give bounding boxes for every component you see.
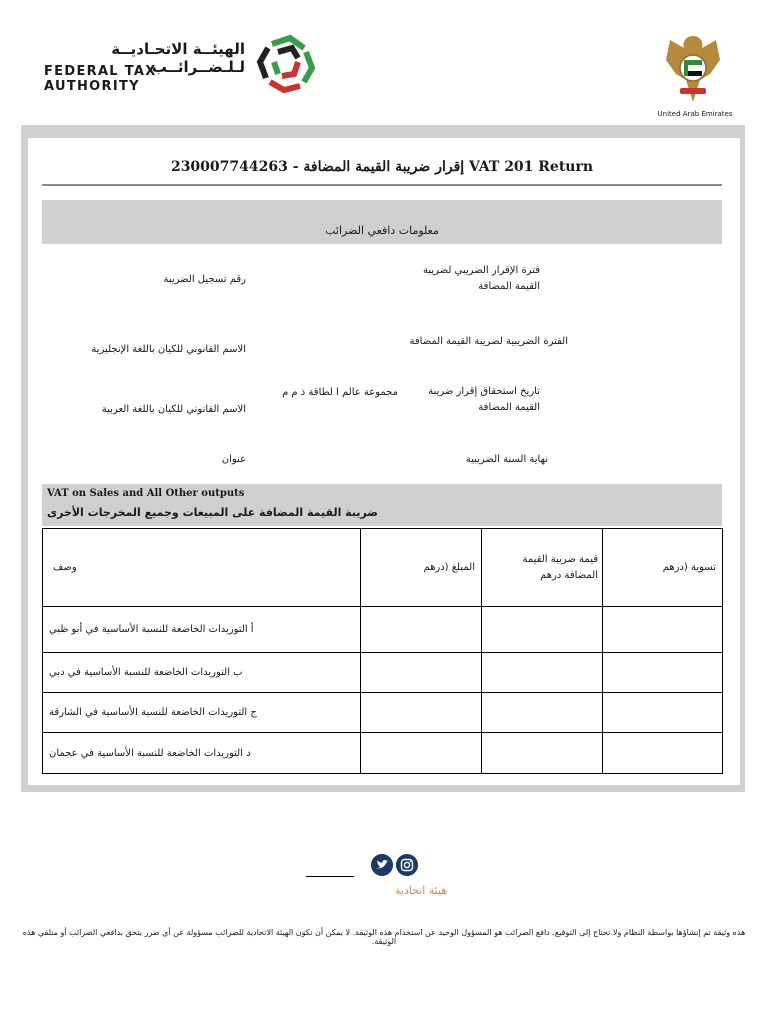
fta-arabic-name: الهيئــة الاتحـاديــة لـلـضــرائــب xyxy=(111,40,245,76)
table-header-row xyxy=(43,529,723,607)
row-desc-sharjah: ج التوريدات الخاضعة للنسبة الأساسية في الشارقة xyxy=(43,693,361,733)
taxpayer-section-bar xyxy=(42,200,722,244)
header-vat-amount: قيمة ضريبة القيمة المضافة درهم xyxy=(482,529,603,607)
amount-cell xyxy=(361,653,482,693)
due-date-label: تاريخ استحقاق إقرار ضريبة القيمة المضافة xyxy=(428,386,540,413)
adjustment-cell xyxy=(603,653,723,693)
adjustment-cell xyxy=(603,693,723,733)
footer-authority-name: هيئة اتحادية xyxy=(394,884,448,897)
fta-english-name: FEDERAL TAX AUTHORITY xyxy=(44,64,157,94)
signature-line xyxy=(306,876,354,877)
instagram-icon[interactable] xyxy=(396,854,418,876)
uae-caption: United Arab Emirates xyxy=(657,110,733,118)
taxpayer-section-title: معلومات دافعي الضرائب xyxy=(325,224,439,237)
table-row xyxy=(43,653,723,693)
title-divider xyxy=(42,184,722,186)
header-adjustment: تسوية (درهم xyxy=(603,529,723,607)
amount-cell xyxy=(361,693,482,733)
vat-sales-table xyxy=(42,528,723,774)
return-period-label: فترة الإقرار الضريبي لضريبة القيمة المضافة xyxy=(422,265,540,292)
page-title: VAT 201 Return إقرار ضريبة القيمة المضافة - 230007744263 xyxy=(170,159,594,175)
vat-section-title-ar: ضريبة القيمة المضافة على المبيعات وجميع المخرجات الأخرى xyxy=(47,506,378,519)
amount-cell xyxy=(361,607,482,653)
table-row xyxy=(43,607,723,653)
legal-name-ar-label: الاسم القانوني للكيان باللغة العربية xyxy=(101,404,246,415)
entity-name-value: مجموعة عالم ا لطاقة ذ م م xyxy=(282,387,398,398)
table-row xyxy=(43,733,723,774)
uae-emblem-icon xyxy=(660,30,726,108)
row-desc-ajman: د التوريدات الخاضعة للنسبة الأساسية في عجمان xyxy=(43,733,361,774)
vat-cell xyxy=(482,693,603,733)
vat-section-title-en: VAT on Sales and All Other outputs xyxy=(47,488,245,499)
vat-cell xyxy=(482,653,603,693)
address-label: عنوان xyxy=(221,454,246,465)
row-desc-abudhabi: أ التوريدات الخاضعة للنسبة الأساسية في أبو ظبي xyxy=(43,607,361,653)
vat-cell xyxy=(482,733,603,774)
trn-label: رقم تسجيل الضريبة xyxy=(163,274,246,285)
legal-name-en-label: الاسم القانوني للكيان باللغة الإنجليزية xyxy=(91,344,246,355)
disclaimer-text: هذه وثيقة تم إنشاؤها بواسطة النظام ولا تحتاج إلى التوقيع. دافع الضرائب هو المسؤول الوحيد عن استخدام هذه الوثيقة. لا يمكن أن تكون الهيئة الاتحادية للضرائب مسؤولة عن أي ضرر يتحق بدافعي الضرائب أو متلقي هذه الوثيقة. xyxy=(22,928,746,946)
header-amount: المبلغ (درهم xyxy=(361,529,482,607)
amount-cell xyxy=(361,733,482,774)
header-description: وصف xyxy=(43,529,361,607)
row-desc-dubai: ب التوريدات الخاضعة للنسبة الأساسية في دبي xyxy=(43,653,361,693)
vat-cell xyxy=(482,607,603,653)
table-row xyxy=(43,693,723,733)
tax-year-end-label: نهاية السنة الضريبية xyxy=(465,454,548,465)
adjustment-cell xyxy=(603,733,723,774)
twitter-icon[interactable] xyxy=(371,854,393,876)
fta-logo-icon xyxy=(252,30,322,96)
tax-period-label: الفترة الضريبية لضريبة القيمة المضافة xyxy=(409,336,568,347)
adjustment-cell xyxy=(603,607,723,653)
